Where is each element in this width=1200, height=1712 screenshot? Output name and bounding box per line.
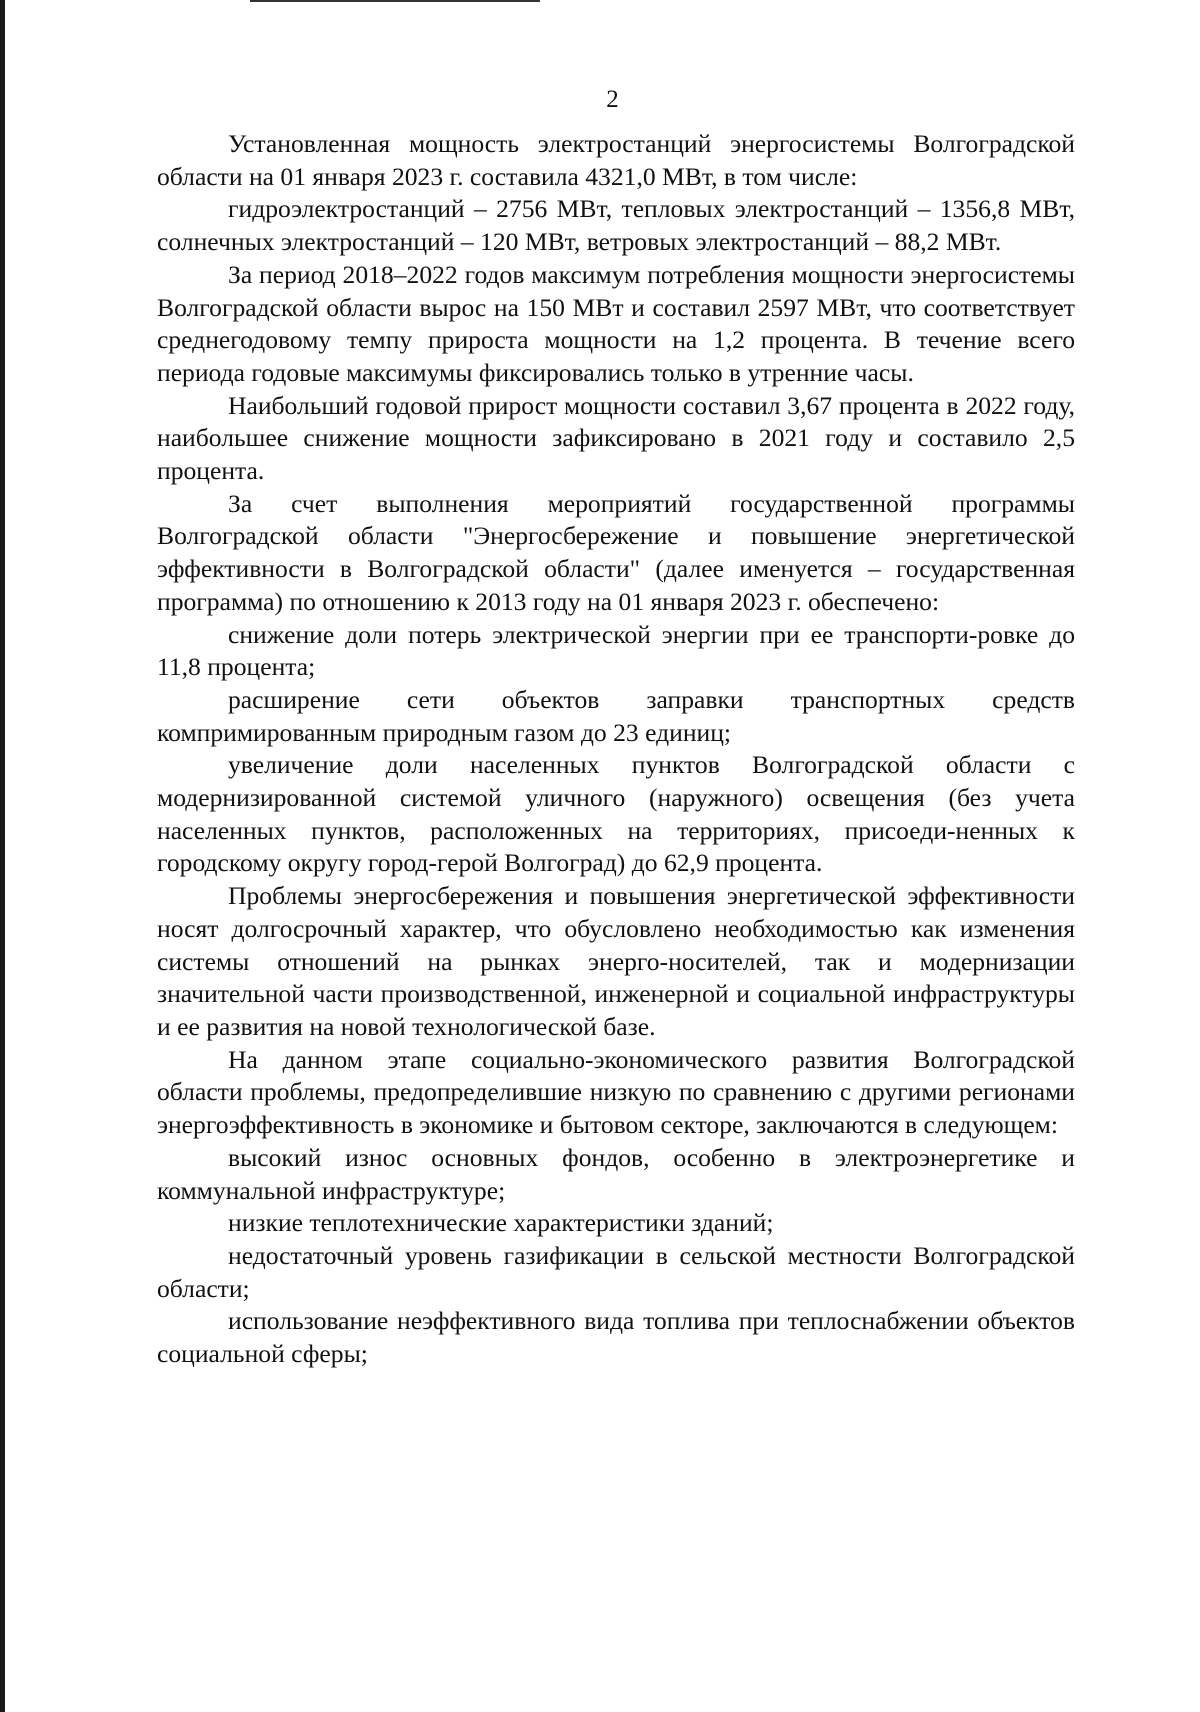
paragraph-inefficient-fuel: использование неэффективного вида топлива при теплоснабжении объектов социальной сферы;	[157, 1306, 1075, 1369]
paragraph-asset-wear: высокий износ основных фондов, особенно в электроэнергетике и коммунальной инфраструктуре;	[157, 1142, 1075, 1205]
paragraph-building-characteristics: низкие теплотехнические характеристики зданий;	[228, 1208, 774, 1238]
page-number: 2	[606, 86, 619, 113]
paragraph-gas-stations: расширение сети объектов заправки транспортных средств компримированным природным газом до 23 единиц;	[157, 684, 1075, 747]
paragraph-annual-growth: Наибольший годовой прирост мощности составил 3,67 процента в 2022 году, наибольшее снижение мощности зафиксировано в 2021 году и составило 2,5 процента.	[157, 390, 1075, 486]
paragraph-long-term-problems: Проблемы энергосбережения и повышения энергетической эффективности носят долгосрочный характер, что обусловлено необходимостью как изменения системы отношений на рынках энерго-носителей, так и модернизации значительной части производственной, инженерной и социальной инфраструктуры и ее развития на новой технологической базе.	[157, 881, 1075, 1041]
scan-edge	[0, 0, 5, 1712]
paragraph-peak-consumption: За период 2018–2022 годов максимум потребления мощности энергосистемы Волгоградской области вырос на 150 МВт и составил 2597 МВт, что соответствует среднегодовому темпу прироста мощности на 1,2 процента. В течение всего периода годовые максимумы фиксировались только в утренние часы.	[157, 259, 1075, 387]
paragraph-state-program: За счет выполнения мероприятий государственной программы Волгоградской области "Энергосбережение и повышение энергетической эффективности в Волгоградской области" (далее именуется – государственная программа) по отношению к 2013 году на 01 января 2023 г. обеспечено:	[157, 488, 1075, 616]
paragraph-street-lighting: увеличение доли населенных пунктов Волгоградской области с модернизированной системой уличного (наружного) освещения (без учета населенных пунктов, расположенных на территориях, присоеди-ненных к городскому округу город-герой Волгоград) до 62,9 процента.	[157, 750, 1075, 878]
paragraph-capacity-breakdown: гидроэлектростанций – 2756 МВт, тепловых электростанций – 1356,8 МВт, солнечных электростанций – 120 МВт, ветровых электростанций – 88,2 МВт.	[157, 194, 1075, 257]
top-rule	[250, 0, 540, 2]
paragraph-loss-reduction: снижение доли потерь электрической энергии при ее транспорти-ровке до 11,8 процента;	[157, 619, 1075, 682]
paragraph-current-stage: На данном этапе социально-экономического развития Волгоградской области проблемы, предопределившие низкую по сравнению с другими регионами энергоэффективность в экономике и бытовом секторе, заключаются в следующем:	[157, 1044, 1075, 1140]
paragraph-gasification: недостаточный уровень газификации в сельской местности Волгоградской области;	[157, 1240, 1075, 1303]
document-body	[157, 128, 1075, 1371]
paragraph-installed-capacity: Установленная мощность электростанций энергосистемы Волгоградской области на 01 января 2023 г. составила 4321,0 МВт, в том числе:	[157, 129, 1075, 191]
